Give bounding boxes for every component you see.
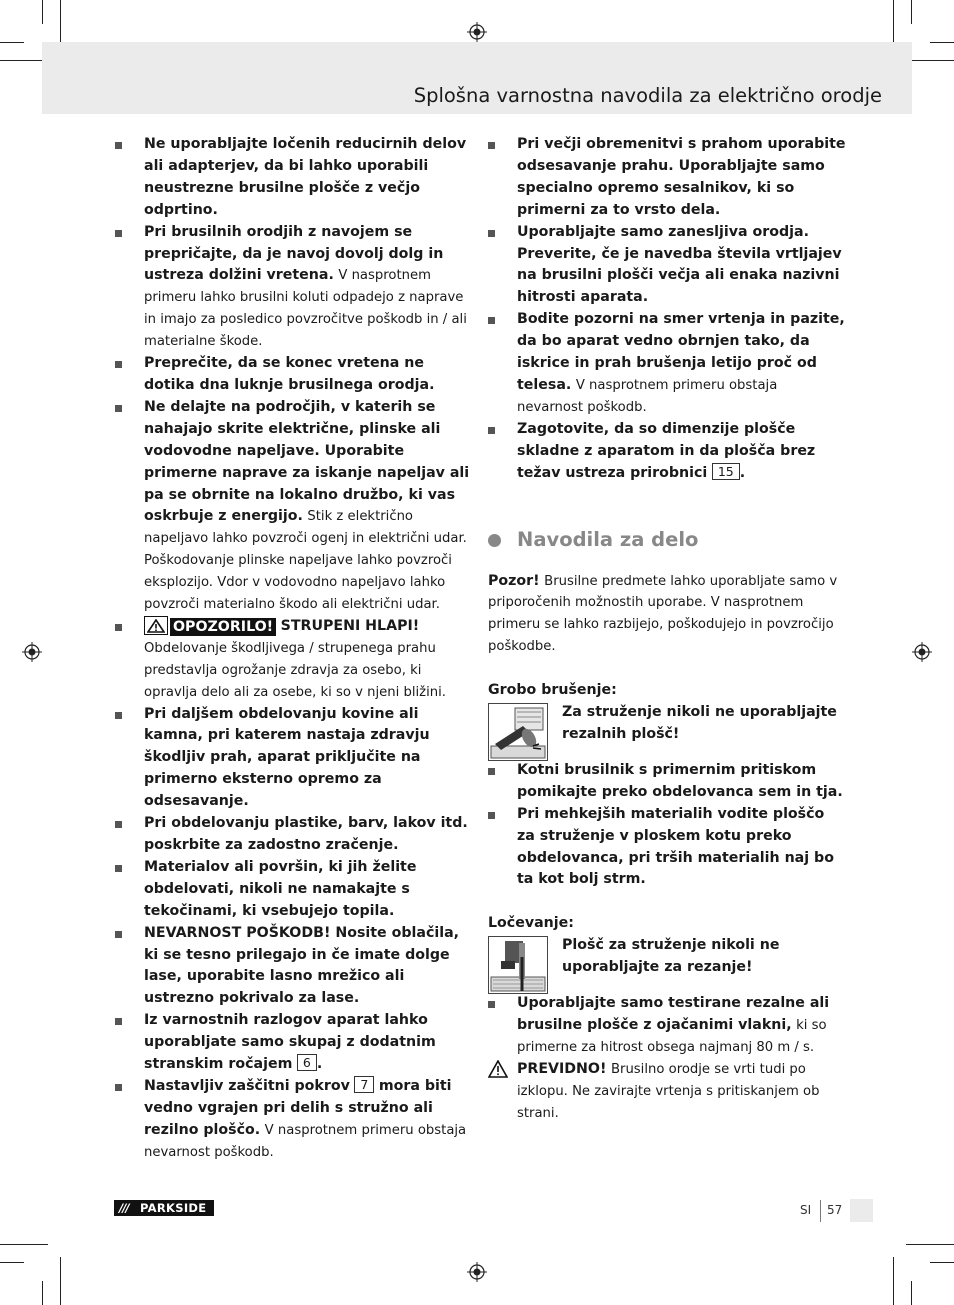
square-bullet-icon [488, 768, 495, 775]
list-item: Ne delajte na področjih, v katerih se nahajajo skrite električne, plinske ali vodovodne napeljave. Uporabite primerne naprave za iskanje napeljav ali pa se obrnite na lokalno družbo, ki vas oskrbuje z energijo. Stik z električno napeljavo lahko povzroči ogenj in električni udar. Poškodovanje plinske napeljave lahko povzroči eksplozijo. Vdor v vodovodno napeljavo lahko povzroči materialno škodo ali električni udar. [115, 397, 475, 616]
list-item: NEVARNOST POŠKODB! Nosite oblačila, ki se tesno prilegajo in če imate dolge lase, uporabite lasno mrežico ali ustrezno pokrivalo za lase. [115, 923, 475, 1011]
crop-mark [911, 1281, 912, 1305]
crop-mark [0, 60, 48, 61]
square-bullet-icon [488, 1001, 495, 1008]
list-item: Preprečite, da se konec vretena ne dotika dna luknje brusilnega orodja. [115, 353, 475, 397]
square-bullet-icon [115, 624, 122, 631]
list-item: Pri brusilnih orodjih z navojem se prepričajte, da je navoj dovolj dolg in ustreza dolžini vretena. V nasprotnem primeru lahko brusilni koluti odpadejo z naprave in imajo za posledico povzročitve poškodb in / ali materialne škode. [115, 222, 475, 353]
subheading-rough-grinding: Grobo brušenje: [488, 682, 617, 699]
language-code: SI [800, 1203, 812, 1217]
square-bullet-icon [115, 821, 122, 828]
caution-paragraph: Pozor! Brusilne predmete lahko uporabljate samo v priporočenih možnostih uporabe. V nasprotnem primeru se lahko razbijejo, poškodujejo in povzročijo poškodbe. [488, 572, 838, 655]
square-bullet-icon [488, 427, 495, 434]
crop-mark [906, 60, 954, 61]
pictogram-row: Plošč za struženje nikoli ne uporabljajte za rezanje! [488, 935, 846, 993]
warning-triangle-icon [488, 1060, 508, 1078]
square-bullet-icon [488, 317, 495, 324]
square-bullet-icon [488, 812, 495, 819]
left-column [115, 134, 475, 1164]
part-reference: 7 [354, 1076, 374, 1093]
logo-slashes-icon: /// [119, 1201, 129, 1215]
footer-tab [850, 1199, 873, 1222]
square-bullet-icon [115, 1084, 122, 1091]
page-number: 57 [827, 1203, 843, 1217]
registration-mark-icon [22, 642, 42, 662]
warning-label: OPOZORILO! [170, 618, 276, 636]
cutting-pictogram-icon [488, 936, 548, 994]
right-column [488, 134, 846, 1125]
brand-logo: /// PARKSIDE [114, 1200, 214, 1216]
crop-mark [0, 1262, 24, 1263]
list-item-warning: OPOZORILO! STRUPENI HLAPI! Obdelovanje škodljivega / strupenega prahu predstavlja ogrožanje zdravja za osebo, ki opravlja delo ali za osebe, ki so v njeni bližini. [115, 616, 475, 704]
list-item: Uporabljajte samo zanesljiva orodja. Preverite, če je navedba števila vrtljajev na brusilni plošči večja ali enaka nazivni hitrosti aparata. [488, 222, 846, 310]
square-bullet-icon [115, 1018, 122, 1025]
subheading-cutting: Ločevanje: [488, 915, 574, 932]
crop-mark [42, 1281, 43, 1305]
list-item: Pri večji obremenitvi s prahom uporabite odsesavanje prahu. Uporabljajte samo specialno opremo sesalnikov, ki so primerni za to vrsto dela. [488, 134, 846, 222]
part-reference: 6 [297, 1054, 317, 1071]
list-item: Ne uporabljajte ločenih reducirnih delov ali adapterjev, da bi lahko uporabili neustrezne brusilne plošče z večjo odprtino. [115, 134, 475, 222]
page-title: Splošna varnostna navodila za električno orodje [413, 84, 882, 107]
caution-item: PREVIDNO! Brusilno orodje se vrti tudi po izklopu. Ne zavirajte vrtenja s pritiskanjem ob strani. [488, 1059, 846, 1125]
crop-mark [911, 0, 912, 24]
square-bullet-icon [115, 931, 122, 938]
section-heading: Navodila za delo [488, 527, 846, 553]
pictogram-row: Za struženje nikoli ne uporabljajte rezalnih plošč! [488, 702, 846, 760]
registration-mark-icon [467, 1262, 487, 1282]
part-reference: 15 [712, 463, 740, 480]
square-bullet-icon [488, 230, 495, 237]
list-item: Pri obdelovanju plastike, barv, lakov itd. poskrbite za zadostno zračenje. [115, 813, 475, 857]
list-item: Materialov ali površin, ki jih želite obdelovati, nikoli ne namakajte s tekočinami, ki vsebujejo topila. [115, 857, 475, 923]
square-bullet-icon [115, 142, 122, 149]
list-item: Uporabljajte samo testirane rezalne ali brusilne plošče z ojačanimi vlakni, ki so primerne za hitrost obsega najmanj 80 m / s. [488, 993, 846, 1059]
crop-mark [0, 42, 24, 43]
registration-mark-icon [467, 22, 487, 42]
list-item: Zagotovite, da so dimenzije plošče skladne z aparatom in da plošča brez težav ustreza prirobnici 15 . [488, 419, 846, 485]
list-item: Kotni brusilnik s primernim pritiskom pomikajte preko obdelovanca sem in tja. [488, 760, 846, 804]
square-bullet-icon [488, 142, 495, 149]
crop-mark [906, 1244, 954, 1245]
crop-mark [930, 1262, 954, 1263]
square-bullet-icon [115, 712, 122, 719]
footer-divider [820, 1200, 821, 1222]
list-item: Iz varnostnih razlogov aparat lahko uporabljate samo skupaj z dodatnim stranskim ročajem 6 . [115, 1010, 475, 1076]
square-bullet-icon [115, 361, 122, 368]
square-bullet-icon [115, 865, 122, 872]
crop-mark [0, 1244, 48, 1245]
list-item: Nastavljiv zaščitni pokrov 7 mora biti vedno vgrajen pri delih s stružno ali rezilno ploščo. V nasprotnem primeru obstaja nevarnost poškodb. [115, 1076, 475, 1164]
list-item: Bodite pozorni na smer vrtenja in pazite, da bo aparat vedno obrnjen tako, da iskrice in prah brušenja letijo proč od telesa. V nasprotnem primeru obstaja nevarnost poškodb. [488, 309, 846, 419]
registration-mark-icon [912, 642, 932, 662]
crop-mark [893, 0, 894, 48]
crop-mark [60, 1257, 61, 1305]
list-item: Pri daljšem obdelovanju kovine ali kamna, pri katerem nastaja zdravju škodljiv prah, aparat priključite na primerno eksterno opremo za odsesavanje. [115, 704, 475, 814]
crop-mark [893, 1257, 894, 1305]
crop-mark [42, 0, 43, 24]
crop-mark [930, 42, 954, 43]
crop-mark [60, 0, 61, 48]
square-bullet-icon [115, 230, 122, 237]
list-item: Pri mehkejših materialih vodite ploščo za struženje v ploskem kotu preko obdelovanca, pri trših materialih naj bo ta kot bolj strm. [488, 804, 846, 892]
section-dot-icon [488, 534, 501, 547]
grinding-pictogram-icon [488, 703, 548, 761]
warning-triangle-icon [144, 616, 168, 635]
square-bullet-icon [115, 405, 122, 412]
